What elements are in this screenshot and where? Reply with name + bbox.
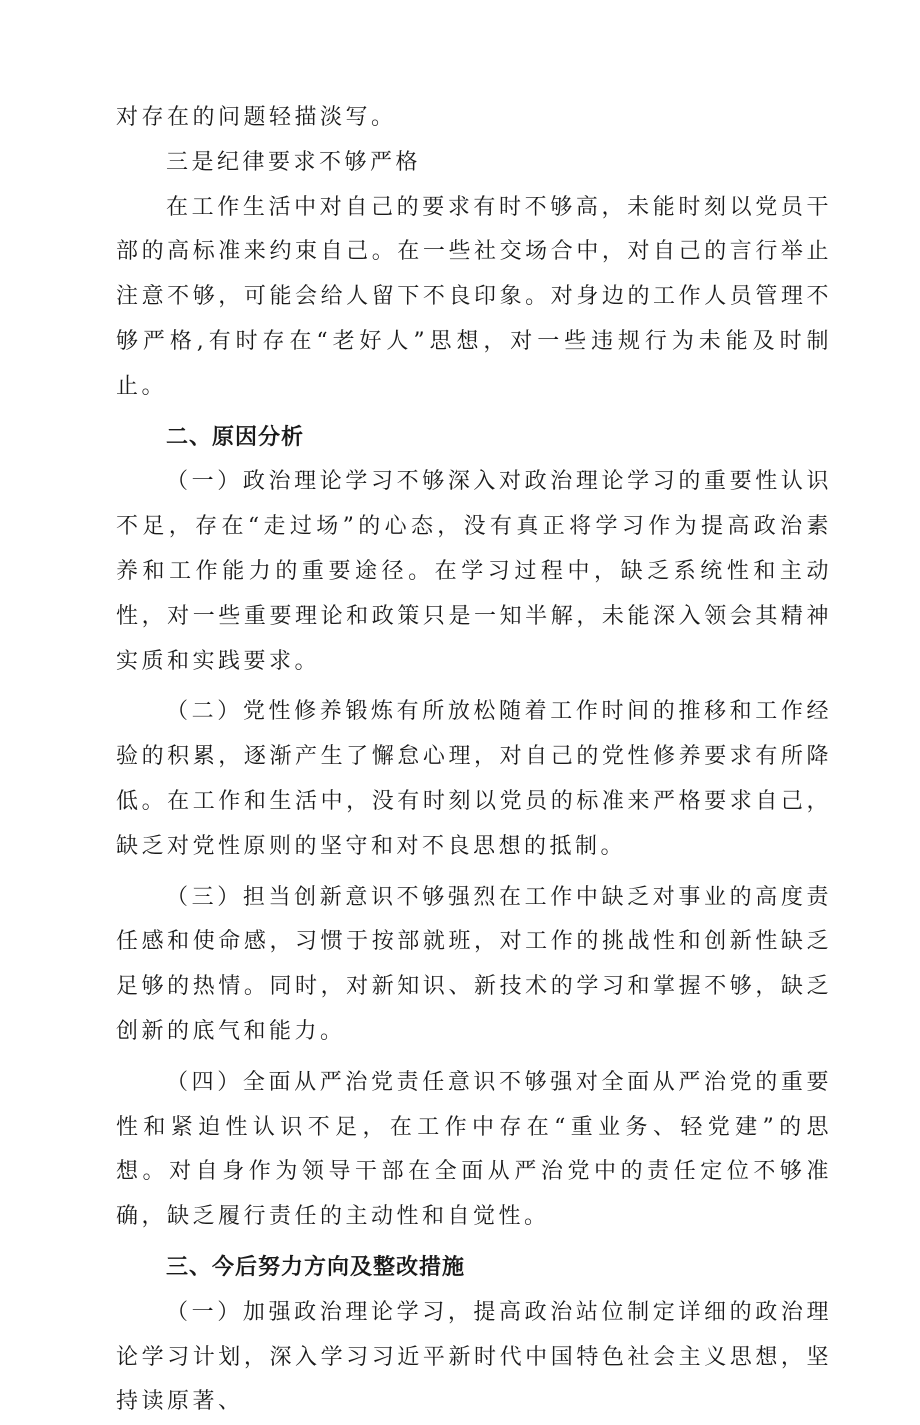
paragraph-cause-4: （四）全面从严治党责任意识不够强对全面从严治党的重要性和紧迫性认识不足，在工作中存在“重业务、轻党建”的思想。对自身作为领导干部在全面从严治党中的责任定位不够准确，缺乏履行责任的主动性和自觉性。 — [116, 1069, 832, 1230]
paragraph-continuation: 对存在的问题轻描淡写。 — [116, 105, 397, 130]
paragraph-discipline: 在工作生活中对自己的要求有时不够高，未能时刻以党员干部的高标准来约束自己。在一些社交场合中，对自己的言行举止注意不够，可能会给人留下不良印象。对身边的工作人员管理不够严格,有时存在“老好人”思想，对一些违规行为未能及时制止。 — [116, 194, 832, 399]
section-heading-rectification: 三、今后努力方向及整改措施 — [166, 1254, 466, 1280]
paragraph-cause-1: （一）政治理论学习不够深入对政治理论学习的重要性认识不足，存在“走过场”的心态，没有真正将学习作为提高政治素养和工作能力的重要途径。在学习过程中，缺乏系统性和主动性，对一些重要理论和政策只是一知半解，未能深入领会其精神实质和实践要求。 — [116, 469, 832, 674]
paragraph-measure-1: （一）加强政治理论学习，提高政治站位制定详细的政治理论学习计划，深入学习习近平新时代中国特色社会主义思想，坚持读原著、 — [116, 1299, 832, 1415]
paragraph-cause-3: （三）担当创新意识不够强烈在工作中缺乏对事业的高度责任感和使命感，习惯于按部就班，对工作的挑战性和创新性缺乏足够的热情。同时，对新知识、新技术的学习和掌握不够，缺乏创新的底气和能力。 — [116, 884, 832, 1044]
subsection-title-discipline: 三是纪律要求不够严格 — [166, 149, 422, 175]
section-heading-cause-analysis: 二、原因分析 — [166, 424, 305, 450]
document-body — [116, 96, 832, 1425]
paragraph-cause-2: （二）党性修养锻炼有所放松随着工作时间的推移和工作经验的积累，逐渐产生了懈怠心理，对自己的党性修养要求有所降低。在工作和生活中，没有时刻以党员的标准来严格要求自己，缺乏对党性原则的坚守和对不良思想的抵制。 — [116, 699, 832, 859]
